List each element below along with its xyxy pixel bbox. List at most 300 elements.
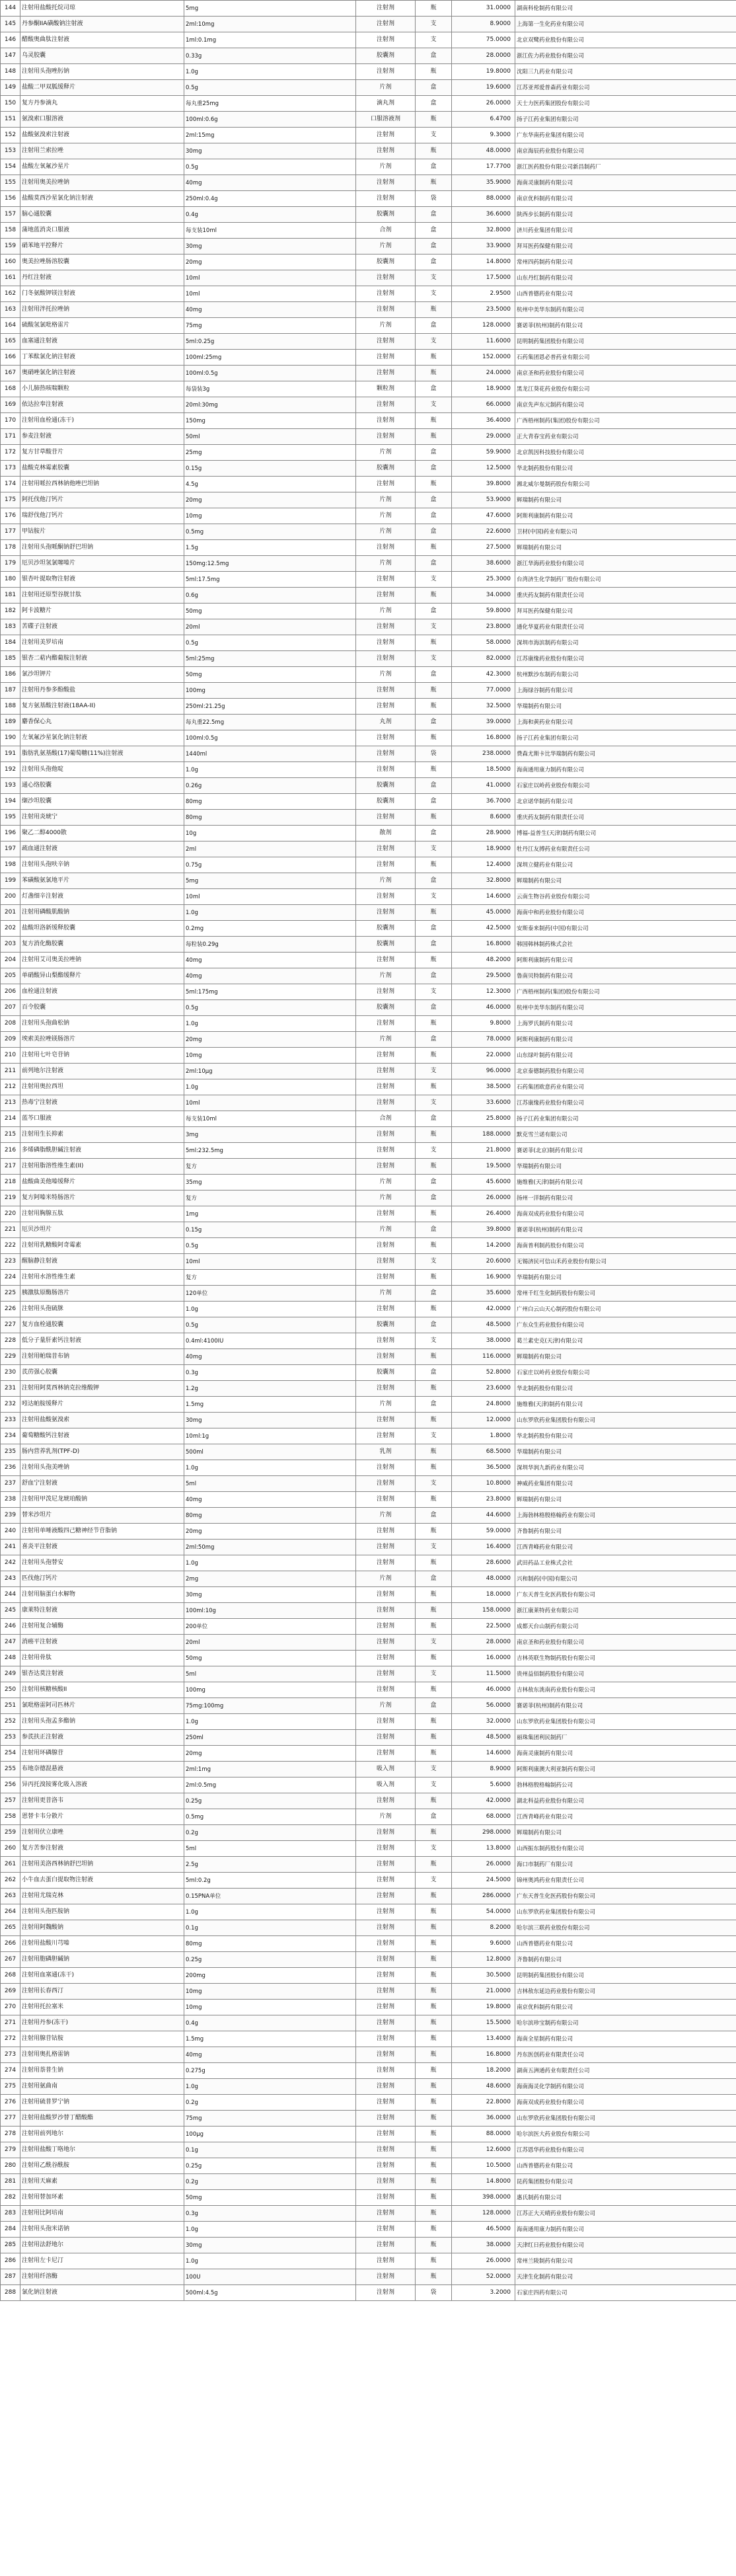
row-index-cell: 248 <box>1 1651 20 1666</box>
row-index-cell: 210 <box>1 1048 20 1064</box>
drug-spec-cell: 0.75g <box>184 857 356 873</box>
row-index-cell: 177 <box>1 524 20 540</box>
row-index-cell: 271 <box>1 2015 20 2031</box>
drug-spec-cell: 100ml:10g <box>184 1603 356 1619</box>
package-unit-cell: 瓶 <box>416 1682 452 1698</box>
row-index-cell: 265 <box>1 1920 20 1936</box>
dosage-form-cell: 注射剂 <box>356 64 416 80</box>
table-row <box>1 2142 736 2158</box>
unit-price-cell: 75.0000 <box>452 32 515 48</box>
table-row <box>1 2111 736 2127</box>
drug-name-cell: 注射用头孢哌酮钠舒巴坦钠 <box>20 540 184 556</box>
table-row <box>1 1777 736 1793</box>
table-row <box>1 350 736 366</box>
unit-price-cell: 33.9000 <box>452 239 515 254</box>
manufacturer-cell: 辉瑞制药有限公司 <box>515 492 736 508</box>
dosage-form-cell: 片剂 <box>356 667 416 683</box>
row-index-cell: 228 <box>1 1333 20 1349</box>
drug-name-cell: 注射用甲泼尼龙琥珀酸钠 <box>20 1492 184 1508</box>
drug-spec-cell: 100U <box>184 2269 356 2285</box>
drug-spec-cell: 0.1g <box>184 2142 356 2158</box>
manufacturer-cell: 海南双成药业股份有限公司 <box>515 2095 736 2111</box>
drug-spec-cell: 50mg <box>184 604 356 619</box>
unit-price-cell: 3.2000 <box>452 2285 515 2301</box>
dosage-form-cell: 注射剂 <box>356 984 416 1000</box>
unit-price-cell: 9.3000 <box>452 128 515 143</box>
manufacturer-cell: 广州白云山天心制药股份有限公司 <box>515 1302 736 1317</box>
manufacturer-cell: 韩国韩林制药株式会社 <box>515 937 736 953</box>
package-unit-cell: 瓶 <box>416 1444 452 1460</box>
unit-price-cell: 48.0000 <box>452 1571 515 1587</box>
unit-price-cell: 17.7700 <box>452 159 515 175</box>
dosage-form-cell: 注射剂 <box>356 2174 416 2190</box>
drug-name-cell: 注射用托拉塞米 <box>20 2000 184 2015</box>
dosage-form-cell: 注射剂 <box>356 2253 416 2269</box>
drug-name-cell: 葡萄糖酸钙注射液 <box>20 1428 184 1444</box>
unit-price-cell: 38.5000 <box>452 1079 515 1095</box>
drug-spec-cell: 5ml:0.2g <box>184 1873 356 1889</box>
dosage-form-cell: 片剂 <box>356 1286 416 1302</box>
drug-spec-cell: 0.1g <box>184 1920 356 1936</box>
dosage-form-cell: 注射剂 <box>356 128 416 143</box>
unit-price-cell: 32.5000 <box>452 699 515 715</box>
unit-price-cell: 26.0000 <box>452 2253 515 2269</box>
table-row <box>1 1143 736 1159</box>
dosage-form-cell: 注射剂 <box>356 1349 416 1365</box>
drug-spec-cell: 35mg <box>184 1175 356 1190</box>
row-index-cell: 159 <box>1 239 20 254</box>
package-unit-cell: 瓶 <box>416 175 452 191</box>
drug-spec-cell: 0.2g <box>184 2174 356 2190</box>
unit-price-cell: 1.8000 <box>452 1428 515 1444</box>
drug-spec-cell: 0.4g <box>184 2015 356 2031</box>
row-index-cell: 190 <box>1 730 20 746</box>
package-unit-cell: 袋 <box>416 191 452 207</box>
table-row <box>1 1635 736 1651</box>
dosage-form-cell: 颗粒剂 <box>356 381 416 397</box>
unit-price-cell: 12.3000 <box>452 984 515 1000</box>
drug-spec-cell: 2ml:0.5mg <box>184 1777 356 1793</box>
package-unit-cell: 瓶 <box>416 1349 452 1365</box>
drug-spec-cell: 10ml <box>184 1254 356 1270</box>
drug-name-cell: 苦碟子注射液 <box>20 619 184 635</box>
drug-name-cell: 盐酸曲美他嗪缓释片 <box>20 1175 184 1190</box>
row-index-cell: 246 <box>1 1619 20 1635</box>
dosage-form-cell: 片剂 <box>356 1032 416 1048</box>
manufacturer-cell: 辉瑞制药有限公司 <box>515 540 736 556</box>
unit-price-cell: 188.0000 <box>452 1127 515 1143</box>
table-row <box>1 1016 736 1032</box>
dosage-form-cell: 注射剂 <box>356 1619 416 1635</box>
drug-spec-cell: 30mg <box>184 1413 356 1428</box>
package-unit-cell: 瓶 <box>416 2158 452 2174</box>
package-unit-cell: 支 <box>416 1777 452 1793</box>
dosage-form-cell: 注射剂 <box>356 1682 416 1698</box>
dosage-form-cell: 注射剂 <box>356 762 416 778</box>
unit-price-cell: 22.0000 <box>452 1048 515 1064</box>
row-index-cell: 230 <box>1 1365 20 1381</box>
manufacturer-cell: 山东罗欣药业集团股份有限公司 <box>515 1904 736 1920</box>
row-index-cell: 231 <box>1 1381 20 1397</box>
dosage-form-cell: 合剂 <box>356 1111 416 1127</box>
unit-price-cell: 54.0000 <box>452 1904 515 1920</box>
drug-spec-cell: 50mg <box>184 1651 356 1666</box>
dosage-form-cell: 片剂 <box>356 1190 416 1206</box>
manufacturer-cell: 云南生物谷药业股份有限公司 <box>515 889 736 905</box>
drug-spec-cell: 20mg <box>184 492 356 508</box>
table-row <box>1 2127 736 2142</box>
table-row <box>1 1238 736 1254</box>
drug-name-cell: 注射用萘普生钠 <box>20 2063 184 2079</box>
dosage-form-cell: 片剂 <box>356 239 416 254</box>
row-index-cell: 256 <box>1 1777 20 1793</box>
table-row <box>1 1555 736 1571</box>
table-row <box>1 1524 736 1540</box>
manufacturer-cell: 常州四药制药有限公司 <box>515 254 736 270</box>
manufacturer-cell: 山东绿叶制药有限公司 <box>515 1048 736 1064</box>
dosage-form-cell: 注射剂 <box>356 1302 416 1317</box>
table-row <box>1 80 736 96</box>
unit-price-cell: 48.6000 <box>452 2079 515 2095</box>
drug-name-cell: 注射用前列地尔 <box>20 2127 184 2142</box>
drug-spec-cell: 10mg <box>184 508 356 524</box>
package-unit-cell: 瓶 <box>416 1714 452 1730</box>
drug-name-cell: 注射用盐酸托烷司琼 <box>20 1 184 17</box>
drug-name-cell: 通心络胶囊 <box>20 778 184 794</box>
unit-price-cell: 14.8000 <box>452 254 515 270</box>
table-row <box>1 286 736 302</box>
package-unit-cell: 瓶 <box>416 1920 452 1936</box>
table-row <box>1 159 736 175</box>
dosage-form-cell: 片剂 <box>356 968 416 984</box>
manufacturer-cell: 广东天普生化医药股份有限公司 <box>515 1587 736 1603</box>
row-index-cell: 171 <box>1 429 20 445</box>
unit-price-cell: 59.0000 <box>452 1524 515 1540</box>
drug-name-cell: 复方丹参滴丸 <box>20 96 184 112</box>
row-index-cell: 263 <box>1 1889 20 1904</box>
package-unit-cell: 瓶 <box>416 350 452 366</box>
drug-spec-cell: 30mg <box>184 239 356 254</box>
manufacturer-cell: 华北制药股份有限公司 <box>515 461 736 477</box>
drug-name-cell: 注射用左卡尼汀 <box>20 2253 184 2269</box>
row-index-cell: 213 <box>1 1095 20 1111</box>
row-index-cell: 280 <box>1 2158 20 2174</box>
dosage-form-cell: 注射剂 <box>356 1381 416 1397</box>
manufacturer-cell: 赛诺菲(杭州)制药有限公司 <box>515 1698 736 1714</box>
unit-price-cell: 16.8000 <box>452 2047 515 2063</box>
manufacturer-cell: 南京优科制药有限公司 <box>515 2000 736 2015</box>
drug-name-cell: 注射用头孢他啶 <box>20 762 184 778</box>
table-row <box>1 1413 736 1428</box>
row-index-cell: 243 <box>1 1571 20 1587</box>
drug-name-cell: 前列地尔注射液 <box>20 1064 184 1079</box>
package-unit-cell: 盒 <box>416 254 452 270</box>
row-index-cell: 185 <box>1 651 20 667</box>
table-row <box>1 619 736 635</box>
drug-spec-cell: 1.0g <box>184 2253 356 2269</box>
drug-spec-cell: 5ml:25mg <box>184 651 356 667</box>
table-row <box>1 826 736 841</box>
drug-spec-cell: 100μg <box>184 2127 356 2142</box>
drug-name-cell: 注射用头孢美唑钠 <box>20 1460 184 1476</box>
package-unit-cell: 瓶 <box>416 588 452 604</box>
unit-price-cell: 238.0000 <box>452 746 515 762</box>
row-index-cell: 272 <box>1 2031 20 2047</box>
unit-price-cell: 58.0000 <box>452 635 515 651</box>
row-index-cell: 288 <box>1 2285 20 2301</box>
table-row <box>1 1698 736 1714</box>
unit-price-cell: 24.8000 <box>452 1397 515 1413</box>
unit-price-cell: 19.8000 <box>452 64 515 80</box>
drug-name-cell: 注射用丹参多酚酸盐 <box>20 683 184 699</box>
unit-price-cell: 48.5000 <box>452 1317 515 1333</box>
manufacturer-cell: 山东罗欣药业集团股份有限公司 <box>515 1413 736 1428</box>
row-index-cell: 221 <box>1 1222 20 1238</box>
table-row <box>1 1095 736 1111</box>
drug-spec-cell: 0.5g <box>184 1000 356 1016</box>
dosage-form-cell: 注射剂 <box>356 1428 416 1444</box>
package-unit-cell: 瓶 <box>416 1270 452 1286</box>
row-index-cell: 235 <box>1 1444 20 1460</box>
drug-spec-cell: 0.25g <box>184 1793 356 1809</box>
manufacturer-cell: 上海和黄药业有限公司 <box>515 715 736 730</box>
unit-price-cell: 398.0000 <box>452 2190 515 2206</box>
dosage-form-cell: 注射剂 <box>356 1666 416 1682</box>
row-index-cell: 163 <box>1 302 20 318</box>
table-row <box>1 2095 736 2111</box>
package-unit-cell: 盒 <box>416 1111 452 1127</box>
unit-price-cell: 14.8000 <box>452 2174 515 2190</box>
manufacturer-cell: 江苏亚邦爱普森药业有限公司 <box>515 80 736 96</box>
drug-spec-cell: 80mg <box>184 1508 356 1524</box>
table-row <box>1 1492 736 1508</box>
package-unit-cell: 瓶 <box>416 1127 452 1143</box>
row-index-cell: 180 <box>1 572 20 588</box>
package-unit-cell: 支 <box>416 1762 452 1777</box>
drug-spec-cell: 0.2g <box>184 1825 356 1841</box>
manufacturer-cell: 齐鲁制药有限公司 <box>515 1952 736 1968</box>
manufacturer-cell: 黑龙江葵花药业股份有限公司 <box>515 381 736 397</box>
table-row <box>1 1127 736 1143</box>
drug-spec-cell: 1.0g <box>184 1460 356 1476</box>
package-unit-cell: 支 <box>416 270 452 286</box>
table-row <box>1 1428 736 1444</box>
drug-spec-cell: 2ml:50mg <box>184 1540 356 1555</box>
manufacturer-cell: 杭州中美华东制药有限公司 <box>515 1000 736 1016</box>
manufacturer-cell: 卫材(中国)药业有限公司 <box>515 524 736 540</box>
package-unit-cell: 瓶 <box>416 2190 452 2206</box>
drug-spec-cell: 100mg <box>184 683 356 699</box>
unit-price-cell: 36.4000 <box>452 413 515 429</box>
drug-name-cell: 注射用头孢呋辛钠 <box>20 857 184 873</box>
unit-price-cell: 96.0000 <box>452 1064 515 1079</box>
package-unit-cell: 瓶 <box>416 1651 452 1666</box>
drug-spec-cell: 0.15g <box>184 1222 356 1238</box>
dosage-form-cell: 注射剂 <box>356 2127 416 2142</box>
manufacturer-cell: 广西梧州制药(集团)股份有限公司 <box>515 413 736 429</box>
unit-price-cell: 298.0000 <box>452 1825 515 1841</box>
row-index-cell: 178 <box>1 540 20 556</box>
package-unit-cell: 瓶 <box>416 1302 452 1317</box>
row-index-cell: 187 <box>1 683 20 699</box>
drug-name-cell: 百令胶囊 <box>20 1000 184 1016</box>
dosage-form-cell: 注射剂 <box>356 1984 416 2000</box>
unit-price-cell: 158.0000 <box>452 1603 515 1619</box>
manufacturer-cell: 海南普利制药股份有限公司 <box>515 1238 736 1254</box>
dosage-form-cell: 注射剂 <box>356 635 416 651</box>
drug-name-cell: 热毒宁注射液 <box>20 1095 184 1111</box>
package-unit-cell: 支 <box>416 651 452 667</box>
table-row <box>1 699 736 715</box>
row-index-cell: 201 <box>1 905 20 921</box>
row-index-cell: 284 <box>1 2222 20 2238</box>
drug-name-cell: 注射用阿莫西林钠克拉维酸钾 <box>20 1381 184 1397</box>
drug-name-cell: 血栓通注射液 <box>20 984 184 1000</box>
drug-name-cell: 门冬氨酸钾镁注射液 <box>20 286 184 302</box>
package-unit-cell: 盒 <box>416 1365 452 1381</box>
table-row <box>1 1952 736 1968</box>
drug-spec-cell: 每丸重22.5mg <box>184 715 356 730</box>
manufacturer-cell: 江苏康缘药业股份有限公司 <box>515 651 736 667</box>
row-index-cell: 278 <box>1 2127 20 2142</box>
dosage-form-cell: 注射剂 <box>356 1270 416 1286</box>
table-row <box>1 1714 736 1730</box>
unit-price-cell: 10.5000 <box>452 2158 515 2174</box>
row-index-cell: 275 <box>1 2079 20 2095</box>
manufacturer-cell: 江苏康缘药业股份有限公司 <box>515 1095 736 1111</box>
unit-price-cell: 88.0000 <box>452 191 515 207</box>
drug-spec-cell: 5ml:175mg <box>184 984 356 1000</box>
table-row <box>1 762 736 778</box>
unit-price-cell: 17.5000 <box>452 270 515 286</box>
dosage-form-cell: 胶囊剂 <box>356 1000 416 1016</box>
row-index-cell: 144 <box>1 1 20 17</box>
table-row <box>1 413 736 429</box>
dosage-form-cell: 片剂 <box>356 159 416 175</box>
row-index-cell: 200 <box>1 889 20 905</box>
drug-name-cell: 瑞舒伐他汀钙片 <box>20 508 184 524</box>
unit-price-cell: 26.0000 <box>452 1190 515 1206</box>
drug-name-cell: 注射用炎琥宁 <box>20 810 184 826</box>
drug-name-cell: 厄贝沙坦氢氯噻嗪片 <box>20 556 184 572</box>
drug-name-cell: 注射用腺苷钴胺 <box>20 2031 184 2047</box>
table-row <box>1 2238 736 2253</box>
row-index-cell: 170 <box>1 413 20 429</box>
row-index-cell: 154 <box>1 159 20 175</box>
unit-price-cell: 15.5000 <box>452 2015 515 2031</box>
table-row <box>1 461 736 477</box>
manufacturer-cell: 海南双成药业股份有限公司 <box>515 1206 736 1222</box>
table-row <box>1 1746 736 1762</box>
table-row <box>1 1079 736 1095</box>
unit-price-cell: 28.0000 <box>452 1635 515 1651</box>
drug-name-cell: 注射用水溶性维生素 <box>20 1270 184 1286</box>
manufacturer-cell: 天士力医药集团股份有限公司 <box>515 96 736 112</box>
dosage-form-cell: 注射剂 <box>356 1603 416 1619</box>
table-row <box>1 239 736 254</box>
drug-name-cell: 注射用法舒地尔 <box>20 2238 184 2253</box>
dosage-form-cell: 注射剂 <box>356 2031 416 2047</box>
table-row <box>1 17 736 32</box>
unit-price-cell: 18.9000 <box>452 381 515 397</box>
manufacturer-cell: 正大青春宝药业有限公司 <box>515 429 736 445</box>
drug-name-cell: 脑心通胶囊 <box>20 207 184 223</box>
manufacturer-cell: 北京泰德制药股份有限公司 <box>515 1064 736 1079</box>
row-index-cell: 160 <box>1 254 20 270</box>
drug-name-cell: 注射用美罗培南 <box>20 635 184 651</box>
drug-spec-cell: 40mg <box>184 302 356 318</box>
row-index-cell: 232 <box>1 1397 20 1413</box>
drug-name-cell: 注射用长春西汀 <box>20 1984 184 2000</box>
drug-name-cell: 复方甘草酸苷片 <box>20 445 184 461</box>
drug-name-cell: 蒲地蓝消炎口服液 <box>20 223 184 239</box>
row-index-cell: 267 <box>1 1952 20 1968</box>
manufacturer-cell: 南京圣和药业股份有限公司 <box>515 366 736 381</box>
drug-spec-cell: 500ml:4.5g <box>184 2285 356 2301</box>
manufacturer-cell: 北京诺华制药有限公司 <box>515 794 736 810</box>
table-row <box>1 810 736 826</box>
unit-price-cell: 24.5000 <box>452 1873 515 1889</box>
dosage-form-cell: 注射剂 <box>356 2285 416 2301</box>
drug-name-cell: 注射用兰索拉唑 <box>20 143 184 159</box>
row-index-cell: 149 <box>1 80 20 96</box>
drug-name-cell: 匹伐他汀钙片 <box>20 1571 184 1587</box>
table-row <box>1 540 736 556</box>
dosage-form-cell: 注射剂 <box>356 588 416 604</box>
package-unit-cell: 盒 <box>416 873 452 889</box>
drug-spec-cell: 5ml <box>184 1476 356 1492</box>
drug-spec-cell: 1.0g <box>184 905 356 921</box>
unit-price-cell: 18.2000 <box>452 2063 515 2079</box>
package-unit-cell: 瓶 <box>416 1746 452 1762</box>
package-unit-cell: 瓶 <box>416 2174 452 2190</box>
row-index-cell: 218 <box>1 1175 20 1190</box>
dosage-form-cell: 注射剂 <box>356 2222 416 2238</box>
table-row <box>1 366 736 381</box>
drug-spec-cell: 0.5g <box>184 1317 356 1333</box>
drug-name-cell: 低分子量肝素钙注射液 <box>20 1333 184 1349</box>
dosage-form-cell: 注射剂 <box>356 1095 416 1111</box>
drug-name-cell: 银杏叶提取物注射液 <box>20 572 184 588</box>
unit-price-cell: 22.5000 <box>452 1619 515 1635</box>
unit-price-cell: 21.8000 <box>452 1143 515 1159</box>
row-index-cell: 237 <box>1 1476 20 1492</box>
table-row <box>1 984 736 1000</box>
dosage-form-cell: 注射剂 <box>356 270 416 286</box>
dosage-form-cell: 注射剂 <box>356 2111 416 2127</box>
package-unit-cell: 瓶 <box>416 2269 452 2285</box>
unit-price-cell: 31.0000 <box>452 1 515 17</box>
drug-name-cell: 血塞通注射液 <box>20 334 184 350</box>
dosage-form-cell: 注射剂 <box>356 1889 416 1904</box>
dosage-form-cell: 片剂 <box>356 445 416 461</box>
row-index-cell: 269 <box>1 1984 20 2000</box>
drug-spec-cell: 0.6g <box>184 588 356 604</box>
dosage-form-cell: 合剂 <box>356 223 416 239</box>
drug-name-cell: 注射用天麻素 <box>20 2174 184 2190</box>
unit-price-cell: 16.8000 <box>452 730 515 746</box>
drug-name-cell: 注射用替加环素 <box>20 2190 184 2206</box>
drug-spec-cell: 100ml:0.6g <box>184 112 356 128</box>
row-index-cell: 158 <box>1 223 20 239</box>
dosage-form-cell: 注射剂 <box>356 1952 416 1968</box>
drug-spec-cell: 20ml <box>184 619 356 635</box>
package-unit-cell: 盒 <box>416 1222 452 1238</box>
row-index-cell: 146 <box>1 32 20 48</box>
drug-spec-cell: 500ml <box>184 1444 356 1460</box>
row-index-cell: 169 <box>1 397 20 413</box>
manufacturer-cell: 勃林格殷格翰制药公司 <box>515 1777 736 1793</box>
